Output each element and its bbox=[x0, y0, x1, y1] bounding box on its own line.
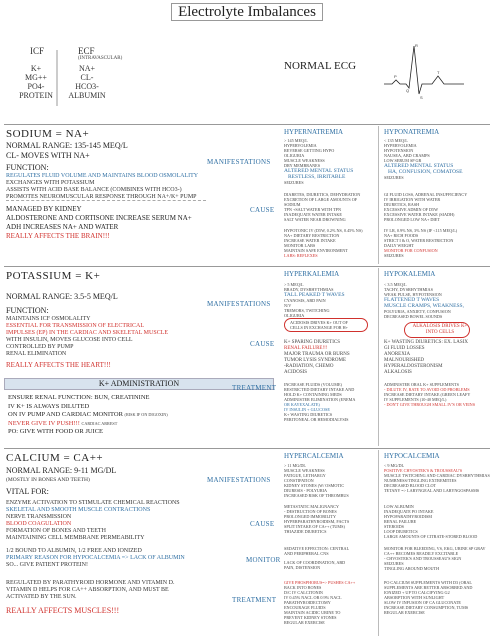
calcium-hypo-manifest: < 9 MG/DL POSITIVE CHVOSTEK'S & TROUSSEAU'S MUSCLE TWITCHING AND CARDIAC DYSRHYTHMIAS NUMBNESS/TINGLING EXTREMITIES DECREASED BLOOD CLOT TETANY => LARYNGEAL AND LARYNGOSPASMS bbox=[384, 463, 490, 493]
ecg-wave-p: P bbox=[394, 74, 397, 79]
potassium-hypo-manifest: < 3.5 MEQ/L TACHY, DYSRHYTHMIAS WEAK PULSE, HYPOTENSION FLATTENED T WAVES MUSCLE CRAMPS, WEAKNESS, POLYURIA, ANXIETY, CONFUSION DECREASED BOWEL SOUNDS bbox=[384, 282, 464, 319]
potassium-col-divider bbox=[378, 268, 379, 446]
potassium-manifest-label: MANIFESTATIONS bbox=[207, 300, 271, 308]
calcium-treatment-label: TREATMENT bbox=[232, 596, 277, 604]
potassium-affects: REALLY AFFECTS THE HEART!!! bbox=[6, 361, 111, 369]
potassium-function-label: FUNCTION: bbox=[6, 306, 49, 315]
potassium-col-hypo: HYPOKALEMIA bbox=[384, 270, 436, 278]
sodium-hypo-manifest: < 135 MEQ/L HYPERVOLEMIA HYPOTENSION NAUSEA, ABD CRAMPS LOW SERUM SP GR ALTERED MENTAL STATUS HA, CONFUSION, COMATOSE SEIZURES bbox=[384, 138, 463, 180]
potassium-hyper-treat: INCREASE FLUIDS (VOLUME) RESTRICTED DIETARY INTAKE AND HOLD K+ CONTAINING MEDS ADMINISTER ELIMINATION (ENEMA OR KAYEXALATE) IV INSULIN + GLUCOSE K+ WASTING DIURETICS PERITONEAL OR HEMODIALYSIS bbox=[284, 382, 356, 422]
sodium-divider bbox=[4, 124, 490, 125]
calcium-heading: CALCIUM = CA++ bbox=[6, 452, 104, 464]
sodium-col-hyper: HYPERNATREMIA bbox=[284, 128, 344, 136]
ecg-wave-s: S bbox=[420, 95, 423, 100]
calcium-manifest-label: MANIFESTATIONS bbox=[207, 476, 271, 484]
page-title: Electrolyte Imbalances bbox=[0, 4, 494, 21]
sodium-cause-label: CAUSE bbox=[250, 206, 275, 214]
icf-ions: K+ MG++ PO4- PROTEIN bbox=[19, 64, 53, 100]
ecg-trace bbox=[384, 42, 464, 102]
ecf-label: ECF bbox=[78, 46, 95, 56]
potassium-hyper-cause: K+ SPARING DIURETICS RENAL FAILURE!!! MAJOR TRAUMA OR BURNS TUMOR LYSIS SYNDROME -RADIATION, CHEMO ACIDOSIS bbox=[284, 340, 350, 375]
icf-label: ICF bbox=[30, 46, 45, 56]
calcium-vital-list: ENZYME ACTIVATION TO STIMULATE CHEMICAL REACTIONS SKELETAL AND SMOOTH MUSCLE CONTRACTIONS NERVE TRANSMISSION BLOOD COAGULATION FORMATION OF BONES AND TEETH MAINTAINING CELL MEMBRANE PERMEABILITY bbox=[6, 500, 180, 541]
calcium-divider bbox=[4, 448, 490, 449]
potassium-hyper-bubble-text: ACIDOSIS DRIVES K+ OUT OF CELLS IN EXCHANGE FOR H+ bbox=[290, 320, 348, 330]
potassium-admin-list: ENSURE RENAL FUNCTION: BUN, CREATININE IV K+ IS ALWAYS DILUTED ON IV PUMP AND CARDIAC MONITOR (RISK IF ON DIGOXIN) NEVER GIVE IV PUSH!!! CARDIAC ARREST PO: GIVE WITH FOOD OR JUICE bbox=[8, 394, 168, 435]
potassium-hypo-cause: K+ WASTING DIURETICS: EX. LASIX GI FLUID LOSSES ANOREXIA MALNOURISHED HYPERALDOSTERONISM ALKALOSIS bbox=[384, 340, 468, 375]
potassium-admin-heading: K+ ADMINISTRATION bbox=[98, 379, 180, 388]
sodium-function-label: FUNCTION: bbox=[6, 163, 49, 172]
ecg-label: NORMAL ECG bbox=[284, 60, 357, 72]
calcium-affects: REALLY AFFECTS MUSCLES!!! bbox=[6, 606, 120, 615]
sodium-hyper-cause: DIABETES, DIURETICS, DEHYDRATION EXCRETION OF LARGE AMOUNTS OF SODIUM TPN +SALT WATER WITH TPN INADEQUATE WATER INTAKE SALT WATER NEAR DROWNING bbox=[284, 192, 361, 222]
calcium-hyper-monitor: SEDATIVE EFFECTION: CENTRAL AND PERIPHERAL CNS LACK OF COORDINATION, ABD PAIN, DISTENSION bbox=[284, 546, 350, 570]
calcium-hypo-cause: LOW ALBUMIN INADEQUATE PO INTAKE HYPOPARATHYROIDISM RENAL FAILURE STEROIDS LOOP DIURETICS LARGE AMOUNTS OF CITRATE-STORED BLOOD bbox=[384, 504, 478, 539]
sodium-dash bbox=[6, 200, 206, 201]
calcium-hyper-manifest: > 11 MG/DL MUSCLE WEAKNESS FATIGUE, LETHARGY CONSTIPATION KIDNEY STONES (W/ OSMOTIC DIURESIS - POLYURIA INCREASED RISK OF THROMBUS bbox=[284, 463, 349, 498]
calcium-col-hypo: HYPOCALCEMIA bbox=[384, 452, 440, 460]
potassium-col-hyper: HYPERKALEMIA bbox=[284, 270, 340, 278]
calcium-monitor-label: MONITOR bbox=[246, 556, 281, 564]
potassium-function-list: MAINTAINS ICF OSMOLALITY ESSENTIAL FOR TRANSMISSION OF ELECTRICAL IMPULSES (EP) IN THE CARDIAC AND SKELETAL MUSCLE WITH INSULIN, MOVES GLUCOSE INTO CELL CONTROLLED BY PUMP RENAL ELIMINATION bbox=[6, 316, 169, 357]
ecg-wave-t: T bbox=[437, 70, 440, 75]
potassium-hypo-bubble-text: ALKALOSIS DRIVES K+ INTO CELLS bbox=[412, 324, 468, 335]
ecf-ions: NA+ CL- HCO3- ALBUMIN bbox=[68, 64, 106, 100]
sodium-hypo-cause: GI FLUID LOSS, ADRENAL INSUFFICIENCY IV IRRIGATION WITH WATER DIURETICS, RASH EXCESSIVE ADMIN OF D5W EXCESSIVE WATER INTAKE (SIADH) PROLONGED LOW NA+ DIET bbox=[384, 192, 468, 222]
calcium-range: NORMAL RANGE: 9-11 MG/DL bbox=[6, 466, 117, 475]
calcium-binding: 1/2 BOUND TO ALBUMIN, 1/2 FREE AND IONIZED PRIMARY REASON FOR HYPOCALCEMIA => LACK OF ALBUMIN SO... GIVE PATIENT PROTEIN! bbox=[6, 548, 185, 568]
sodium-note: CL- MOVES WITH NA+ bbox=[6, 151, 90, 160]
calcium-vital-label: VITAL FOR: bbox=[6, 487, 49, 496]
potassium-treatment-label: TREATMENT bbox=[232, 384, 277, 392]
calcium-hypo-treat: PO CALCIUM SUPPLEMENTS WITH D3 (ORAL SUPPLEMENTS ARE BETTER ABSORBED AND IONIZED + UP TO CALCIFYING G2 ABSORPTION WITH SUNLIGHT SLOW IV INFUSION OF CA GLUCONATE INCREASE DIETARY CONSUMPTION, TUMS REGULAR EXERCISE bbox=[384, 580, 473, 615]
calcium-cause-label: CAUSE bbox=[250, 520, 275, 528]
potassium-hyper-manifest: > 5 MEQ/L BRADY, DYSRHYTHMIAS TALL PEAKED T WAVES CYANOSIS, ABD PAIN N/V TREMORS, TWITCHING OLIGURIA bbox=[284, 282, 345, 318]
sodium-function-list: REGULATES FLUID VOLUME AND MAINTAINS BLOOD OSMOLALITY EXCHANGES WITH POTASSIUM ASSISTS WITH ACID BASE BALANCE (COMBINES WITH HCO3-) PROMOTES NEUROMUSCULAR RESPONSE THROUGH NA+/K+ PUMP bbox=[6, 173, 199, 200]
sodium-range: NORMAL RANGE: 135-145 MEQ/L bbox=[6, 141, 128, 150]
potassium-affects-line bbox=[6, 361, 111, 369]
sodium-manifest-label: MANIFESTATIONS bbox=[207, 158, 271, 166]
sodium-regulation: MANAGED BY KIDNEY ALDOSTERONE AND CORTISONE INCREASE SERUM NA+ ADH INCREASES NA+ AND WATER REALLY AFFECTS THE BRAIN!!! bbox=[6, 205, 192, 240]
sodium-col-hypo: HYPONATREMIA bbox=[384, 128, 440, 136]
calcium-regulation: REGULATED BY PARATHYROID HORMONE AND VITAMIN D. VITAMIN D HELPS FOR CA++ ABSORPTION, AND MUST BE ACTIVATED BY THE SUN. bbox=[6, 580, 175, 600]
potassium-hypo-treat: ADMINISTER ORAL K+ SUPPLEMENTS - DILUTE IV, RATE TO AVOID OD PROBLEMS INCREASE DIETARY INTAKE (GREEN LEAFY IV SUPPLEMENTS (10-40 MEQ/L) - DON'T GIVE THROUGH SMALL IV'S OR VEINS bbox=[384, 382, 476, 407]
potassium-cause-label: CAUSE bbox=[250, 340, 275, 348]
calcium-hyper-treat: GIVE PHOSPHORUS=> PUSHES CA++ BACK INTO BONES D/C IV CALCITONIN IV 0.45% NACL OR 0.9% NACL PARATHYROIDECTOMY ENCOURAGE FLUIDS MAINTAIN ACIDIC URINE TO PREVENT KIDNEY STONES REGULAR EXERCISE bbox=[284, 580, 356, 625]
sodium-heading: SODIUM = NA+ bbox=[6, 128, 90, 140]
sodium-hypo-treat: IV LR, 0.9% NS, 3% NS (IF <115 MEQ/L) NA+ RICH FOODS STRICT I & O, WATER RESTRICTION DAILY WEIGHT MONITOR FOR CONFUSION SEIZURES bbox=[384, 228, 458, 258]
sodium-hyper-treat: HYPOTONIC IV (D5W, 0.2% NS, 0.45% NS) NA+ DIETARY RESTRICTION INCREASE WATER INTAKE MONITOR LABS MAINTAIN SAFE ENVIRONMENT LABS: REFLEXES bbox=[284, 228, 363, 258]
sodium-col-divider bbox=[378, 126, 379, 264]
ecg-wave-r: R bbox=[415, 43, 418, 48]
sodium-affects: REALLY AFFECTS THE BRAIN!!! bbox=[6, 232, 110, 240]
potassium-heading: POTASSIUM = K+ bbox=[6, 270, 101, 282]
calcium-range-note: (MOSTLY IN BONES AND TEETH) bbox=[6, 477, 90, 483]
calcium-col-divider bbox=[378, 450, 379, 636]
calcium-hyper-cause: METASTATIC MALIGNANCY - DESTRUCTION OF BONES PROLONGED IMMOBILITY HYPERPARATHYROIDISM, FACTS SPLIT INTAKE OF CA++ (TUMS) THIAZIDE DIURETICS bbox=[284, 504, 350, 534]
ecf-sub: (INTRAVASCULAR) bbox=[78, 56, 123, 61]
calcium-col-hyper: HYPERCALCEMIA bbox=[284, 452, 344, 460]
ecg-wave-q: Q bbox=[406, 88, 410, 93]
sodium-hyper-manifest: > 145 MEQ/L HYPERVOLEMIA REVERSE GETTING HYPO OLIGURIA MUSCLE WEAKNESS DRY MEMBRANES ALTERED MENTAL STATUS RESTLESS, IRRITABLE SEIZURES bbox=[284, 138, 354, 185]
potassium-divider bbox=[4, 266, 490, 267]
potassium-range: NORMAL RANGE: 3.5-5 MEQ/L bbox=[6, 292, 118, 301]
calcium-hypo-monitor: MONITOR FOR BLEEDING, VS, EKG, URINE SP GRAV CA++ BECOMES READILY EXCITABLE - CHVOSTEK'S AND TROUSSEAU'S SIGN SEIZURES TINGLING AROUND MOUTH bbox=[384, 546, 486, 571]
